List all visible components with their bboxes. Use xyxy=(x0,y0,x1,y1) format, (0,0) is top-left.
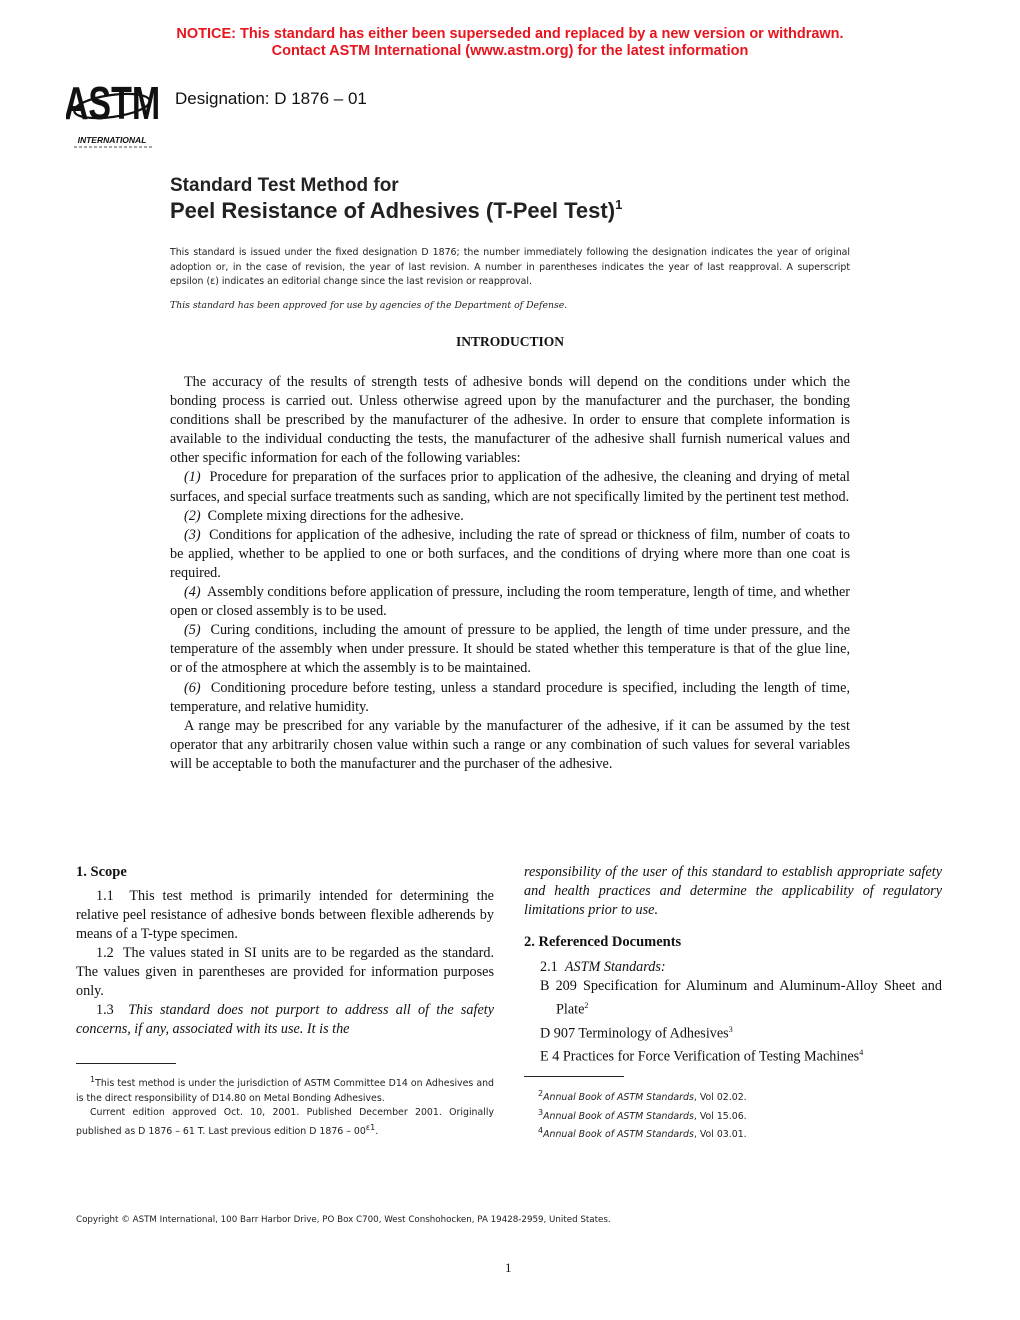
footnotes-left xyxy=(76,1073,494,1139)
scope-heading: 1. Scope xyxy=(76,864,127,880)
footnote-3: $^3$Annual Book of ASTM Standards, Vol 15.06. xyxy=(538,1107,747,1122)
footnote-1-edition: Current edition approved Oct. 10, 2001. Published December 2001. Originally published as D 1876 – 61 T. Last previous edition D $1876 - 00^{\varepsilon 1}$. xyxy=(76,1107,494,1137)
astm-logo xyxy=(66,76,162,150)
intro-item: (3) Conditions for application of the adhesive, including the rate of spread or thickness of film, number of coats to be applied, whether to be applied to one or both surfaces, and the conditions of drying where more than one coat is required. xyxy=(170,526,850,581)
introduction-body xyxy=(170,373,850,774)
intro-item: (4) Assembly conditions before application of pressure, including the room temperature, length of time, and whether open or closed assembly is to be used. xyxy=(170,584,850,620)
svg-text:ASTM: ASTM xyxy=(66,77,161,130)
title-line-1: Standard Test Method for xyxy=(170,175,399,196)
title-line-2: Peel Resistance of Adhesives (T-Peel Test)$^1$ xyxy=(170,197,623,223)
footnote-divider-right xyxy=(524,1076,624,1077)
designation: Designation: D 1876 – 01 xyxy=(175,89,367,108)
ref-item: E 4 Practices for Force Verification of Testing Machines$^4$ xyxy=(540,1048,864,1066)
astm-logo-icon xyxy=(66,76,162,150)
intro-item: (2) Complete mixing directions for the adhesive. xyxy=(184,507,464,524)
referenced-documents-heading: 2. Referenced Documents xyxy=(524,934,682,950)
footnote-2: $^2$Annual Book of ASTM Standards, Vol 02.02. xyxy=(538,1089,747,1104)
page-number: 1 xyxy=(505,1260,512,1275)
intro-lead: The accuracy of the results of strength tests of adhesive bonds will depend on the conditions under which the bonding process is carried out. Unless otherwise agreed upon by the manufacturer and the purchaser, the bonding conditions shall be prescribed by the manufacturer of the adhesive. In order to ensure that complete information is available to the individual conducting the tests, the manufacturer of the adhesive shall furnish numerical values and other specific information for each of the following variables: xyxy=(170,374,850,467)
intro-closing: A range may be prescribed for any variable by the manufacturer of the adhesive, if it can be assumed by the test operator that any arbitrarily chosen value within such a range or any combination of such values for several variables will be acceptable to both the manufacturer and the purchaser of the adhesive. xyxy=(170,717,850,772)
ref-item: D 907 Terminology of Adhesives$^3$ xyxy=(540,1024,733,1042)
scope-1-3-continued: responsibility of the user of this standard to establish appropriate safety and health practices and determine the applicability of regulatory limitations prior to use. xyxy=(524,864,942,918)
withdrawn-notice xyxy=(0,26,1020,60)
scope-1-3: 1.3 This standard does not purport to address all of the safety concerns, if any, associated with its use. It is the xyxy=(76,1002,494,1037)
title-footnote-mark: 1 xyxy=(615,197,623,212)
notice-line-2: Contact ASTM International (www.astm.org) for the latest information xyxy=(271,43,749,59)
notice-line-1: NOTICE: This standard has either been superseded and replaced by a new version or withdrawn. xyxy=(176,26,844,42)
scope-1-2: 1.2 The values stated in SI units are to be regarded as the standard. The values given in parentheses are provided for information purposes only. xyxy=(76,945,494,999)
introduction-heading: INTRODUCTION xyxy=(455,334,564,349)
intro-item: (6) Conditioning procedure before testing, unless a standard procedure is specified, including the length of time, temperature, and relative humidity. xyxy=(170,679,850,715)
ref-item: B 209 Specification for Aluminum and Aluminum-Alloy Sheet and Plate$^2$ xyxy=(540,978,942,1018)
scope-body xyxy=(76,887,494,1039)
dod-note: This standard has been approved for use by agencies of the Department of Defense. xyxy=(170,300,568,311)
footnotes-right xyxy=(538,1087,942,1143)
scope-1-1: 1.1 This test method is primarily intended for determining the relative peel resistance of adhesive bonds between flexible adherends by means of a T-type specimen. xyxy=(76,888,494,942)
intro-item: (5) Curing conditions, including the amount of pressure to be applied, the length of time under pressure, and the temperature of the assembly when under pressure. It should be stated whether this temperature is that of the glue line, or of the atmosphere at which the assembly is to be maintained. xyxy=(170,622,850,677)
footnote-4: $^4$Annual Book of ASTM Standards, Vol 03.01. xyxy=(538,1126,747,1141)
copyright-notice: Copyright © ASTM International, 100 Barr Harbor Drive, PO Box C700, West Conshohocken, PA 19428-2959, United States. xyxy=(76,1215,611,1225)
ref-subsection: 2.1 ASTM Standards: xyxy=(540,959,666,975)
footnote-divider-left xyxy=(76,1063,176,1064)
svg-text:INTERNATIONAL: INTERNATIONAL xyxy=(77,135,147,145)
issue-note: This standard is issued under the fixed designation D 1876; the number immediately following the designation indicates the year of original adoption or, in the case of revision, the year of last revision. A number in parentheses indicates the year of last reapproval. A superscript epsilon (ε) indicates an editorial change since the last revision or reapproval. xyxy=(170,247,850,287)
referenced-documents-list xyxy=(540,958,942,1067)
intro-item: (1) Procedure for preparation of the surfaces prior to application of the adhesive, the cleaning and drying of metal surfaces, and special surface treatments such as sanding, which are not specifically limited by the pertinent test method. xyxy=(170,469,851,505)
footnote-1: $^1$This test method is under the jurisdiction of ASTM Committee D14 on Adhesives and is the direct responsibility of D14.80 on Metal Bonding Adhesives. xyxy=(76,1075,494,1104)
